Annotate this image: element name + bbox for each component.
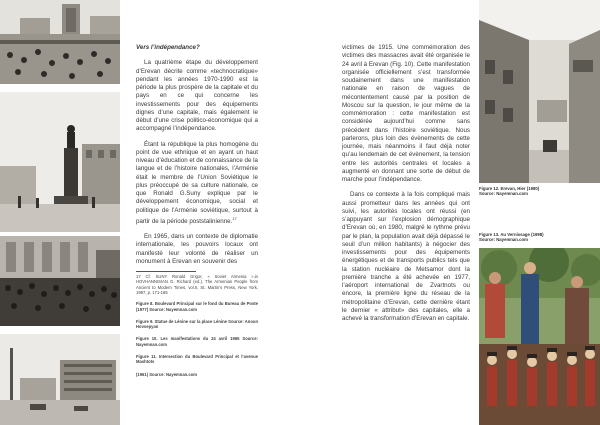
photo-demonstration	[0, 236, 120, 326]
footnote-marker: 17	[232, 215, 237, 221]
figure-credits	[136, 301, 258, 377]
credit-line: Figure 8. Boulevard Principal sur le fond du Bureau de Poste (1977) Source: Nayemnan.com	[136, 301, 258, 312]
section-heading: Vers l’indépendance?	[136, 44, 200, 51]
photo-boulevard	[0, 334, 120, 425]
photo-statue	[0, 92, 120, 232]
footnote	[136, 274, 258, 295]
photo-crowd-square	[0, 0, 120, 84]
credit-line: Figure 11. Intersection du Boulevard Principal et l’avenue Mashtots	[136, 354, 258, 365]
credit-line: (1961) Source: Nayemnan.com	[136, 371, 197, 377]
paragraph: En 1965, dans un contexte de diplomatie internationale, les pouvoirs locaux ont manifesté leur volonté de réaliser un monument à Erevan en souvenir des	[136, 233, 258, 265]
paragraph	[136, 141, 258, 227]
text-column-left	[136, 44, 258, 377]
footnote-text: 17 Cf. SUNY Ronald Grigor, « Soviet Armenia »,in HOVHANNISIAN G. Richard (ed.), The Armenian People from Ancient to Modern Times, vol.II, St. Martin’s Press, New York, 1997, p. 171-185	[136, 274, 258, 295]
figure-caption-13: Figure 13. Au Vernissage (1998) Source: Nayemnan.com	[479, 232, 544, 243]
text-column-right	[342, 44, 470, 323]
figure-caption-12: Figure 12. Erevan, Hier (1980) Source: Nayemnan.com	[479, 186, 540, 197]
footnote-divider	[136, 271, 196, 272]
paragraph: La quatrième étape du développement d’Erevan décrite comme «technocratique» pendant les années 1970-1990 est la période la plus prospère de la capitale et du pays en ce qui concerne les investissements pour des équipements dignes d’une capitale, mais également le début d’une crise politico-économique qui a accompagné l’indépendance.	[136, 59, 258, 133]
paragraph: Dans ce contexte à la fois compliqué mais aussi prometteur dans les années qui ont suivi, les autorités locales ont réussi (en s’appuyant sur l’explosion démographique d’Erevan où, en 1980, malgré le rythme prévu par le plan, la population avait déjà dépassé le seuil d’un million habitants) à négocier des investissements pour des équipements énergétiques et de transports publics tels que la station nucléaire de Metsamor dont la première tranche a été achevée en 1977, l’aéroport international de Zvartnots ou encore, la première ligne du réseau de la métropolitaine d’Erevan, cette dernière étant le dernier « attribut» des capitales, elle a achevé la transformation d’Erevan en capitale.	[342, 191, 470, 322]
photo-street-yesterday	[479, 0, 600, 183]
credit-line: Figure 10. Les manifestations du 24 avril 1965 Source: Nayemnan.com	[136, 336, 258, 347]
paragraph: victimes de 1915. Une commémoration des victimes des massacres avait été organisée le 24 avril à Erevan (Fig. 10). Cette manifestation organisée officiellement s’est transformée soudainement dans une manifestation nationale en raison de vagues de mécontentement causé par la position de Moscou sur la question, le jour même de la commémoration : cette manifestation est considérée aujourd’hui comme sans précédent dans l’histoire soviétique. Nous parlerons, plus loin des évènements de cette journée, mais néanmoins il faut déjà noter qu’au lendemain de cet évènement, la tension entre les autorités centrales et locales a augmenté en donnant une sorte de début de marche pour l’indépendance.	[342, 44, 470, 183]
credit-line: Figure 9. Statue de Lénine sur la place Lénine Source: Anoun Hovsepyan	[136, 318, 259, 330]
paragraph-text: Étant la république la plus homogène du point de vue ethnique et en ayant un haut niveau d’éducation et de connaissance de la langue et de l’histoire nationales, l’Arménie était le membre de l’Union Soviétique le plus préoccupé de sa culture nationale, ce que Ronald G.Suny explique par le développement économique, social et politique de l’Arménie soviétique, surtout à partir de la période poststalinienne.	[136, 140, 258, 225]
photo-vernissage	[479, 248, 600, 425]
